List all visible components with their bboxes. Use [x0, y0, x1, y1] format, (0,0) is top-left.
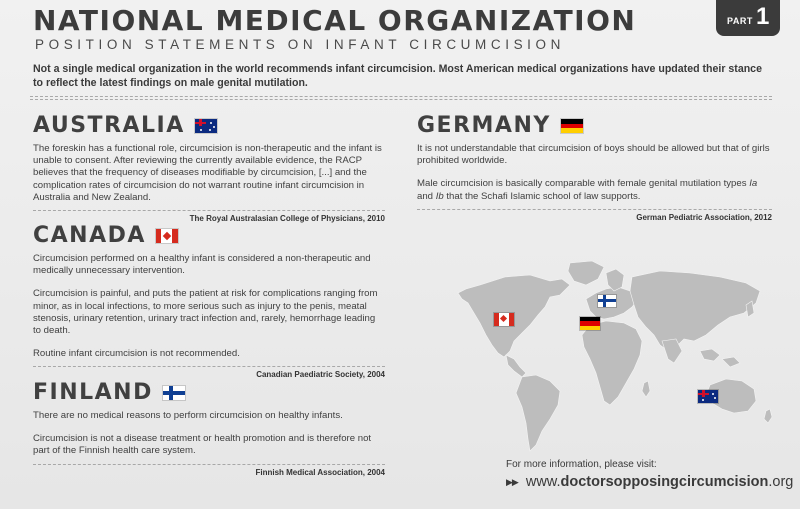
statement-paragraph: Routine infant circumcision is not recommended. [33, 348, 240, 360]
map-canada-flag-icon [494, 313, 514, 326]
statement-paragraph: There are no medical reasons to perform circumcision on healthy infants. [33, 410, 343, 421]
country-name: AUSTRALIA [33, 113, 185, 138]
statement-text [33, 143, 385, 204]
statement-paragraph: It is not understandable that circumcision of boys should be allowed but that of girls prohibited worldwide. [417, 143, 770, 167]
page-title: NATIONAL MEDICAL ORGANIZATION [33, 4, 637, 37]
statement-paragraph: Circumcision performed on a healthy infant is considered a non-therapeutic and medically unnecessary intervention. [33, 253, 371, 277]
country-heading [33, 223, 385, 249]
country-heading [417, 113, 772, 139]
divider [30, 96, 772, 97]
website-link[interactable] [506, 474, 793, 490]
canada-flag-icon [156, 229, 178, 243]
url-prefix: www. [525, 474, 561, 490]
section-finland [33, 380, 385, 477]
text-run: Ib [435, 190, 444, 202]
text-run: and [417, 190, 436, 202]
double-arrow-icon: ▶▶ [506, 476, 518, 487]
divider [33, 464, 385, 465]
australia-flag-icon [195, 119, 217, 133]
text-run: that the Schafi Islamic school of law supports. [443, 190, 641, 202]
part-badge [716, 0, 780, 36]
statement-text [417, 143, 772, 203]
map-germany-flag-icon [580, 317, 600, 330]
finland-flag-icon [163, 386, 185, 400]
part-label: PART [727, 16, 753, 26]
divider [33, 366, 385, 367]
germany-flag-icon [561, 119, 583, 133]
intro-text: Not a single medical organization in the world recommends infant circumcision. Most American medical organizations have updated their stance to reflect the latest findings on male genital mutilation. [33, 63, 762, 89]
map-finland-flag-icon [598, 295, 616, 307]
part-number: 1 [756, 3, 770, 30]
country-heading [33, 380, 385, 406]
text-run: Male circumcision is basically comparable with female genital mutilation types [417, 178, 750, 190]
world-map-graphic [410, 255, 782, 455]
statement-paragraph: The foreskin has a functional role, circumcision is non-therapeutic and the infant is unable to consent. After reviewing the currently available evidence, the RACP believes that the frequency of diseases modifiable by circumcision, [...] and the complication rates of circumcision do not warrant routine infant circumcision in Australia and New Zealand. [33, 143, 382, 203]
country-name: CANADA [33, 223, 146, 248]
section-germany [417, 113, 772, 222]
divider [417, 209, 772, 210]
divider [33, 210, 385, 211]
url-tld: .org [768, 474, 794, 490]
map-australia-flag-icon [698, 390, 718, 403]
section-australia [33, 113, 385, 223]
statement-source: The Royal Australasian College of Physicians, 2010 [189, 214, 385, 224]
section-canada [33, 223, 385, 379]
statement-text [33, 410, 385, 458]
page-subtitle: POSITION STATEMENTS ON INFANT CIRCUMCISION [35, 37, 565, 52]
country-name: FINLAND [33, 380, 153, 405]
world-map [410, 255, 782, 455]
country-heading [33, 113, 385, 139]
statement-source: German Pediatric Association, 2012 [636, 212, 772, 222]
text-run: Ia [749, 178, 758, 190]
divider [30, 99, 772, 100]
more-info-text: For more information, please visit: [506, 459, 657, 470]
statement-paragraph [417, 178, 772, 202]
statement-paragraph: Circumcision is painful, and puts the patient at risk for complications ranging from minor, as in local infections, to more serious such as injury to the penis, meatal stenosis, urinary retention, urinary tract infection and, rarely, hemorrhage leading to death. [33, 288, 378, 337]
statement-source: Finnish Medical Association, 2004 [255, 467, 385, 477]
statement-text [33, 253, 385, 360]
country-name: GERMANY [417, 113, 551, 138]
statement-source: Canadian Paediatric Society, 2004 [256, 370, 385, 380]
url-domain: doctorsopposingcircumcision [560, 474, 769, 490]
statement-paragraph: Circumcision is not a disease treatment or health promotion and is therefore not part of the Finnish health care system. [33, 433, 372, 457]
